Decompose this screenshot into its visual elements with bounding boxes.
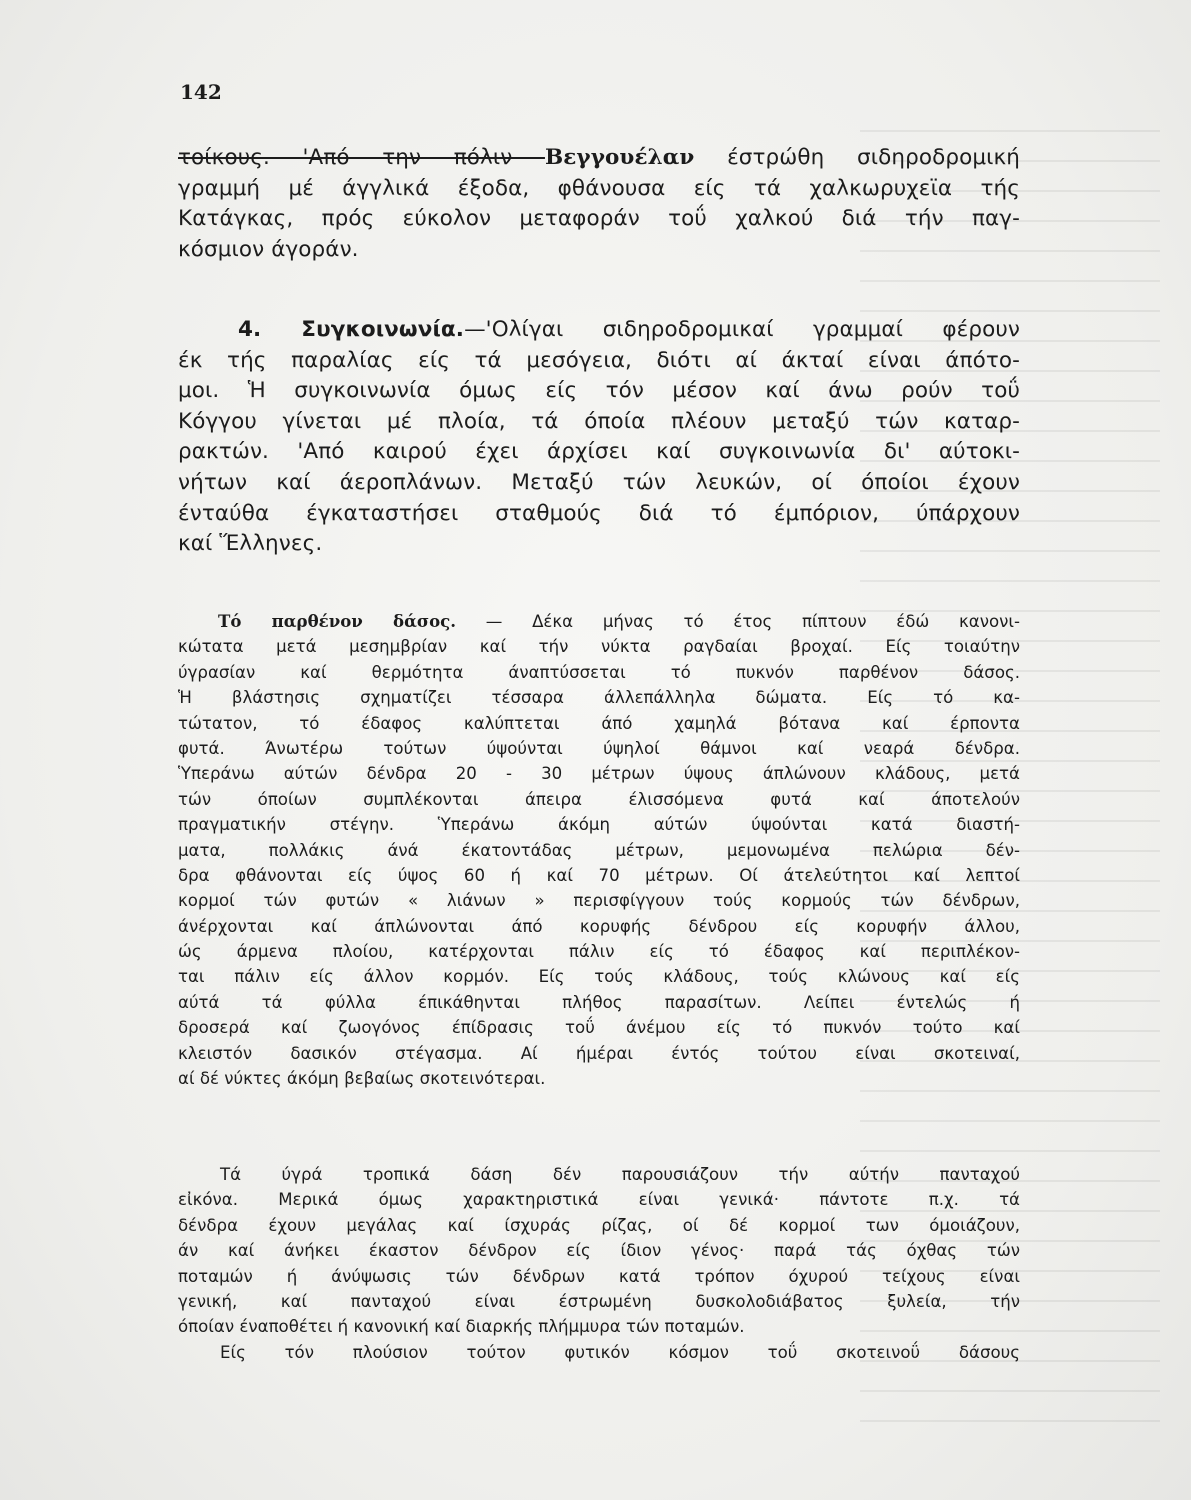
text-line: έκ τής παραλίας είς τά μεσόγεια, διότι αί άκταί είναι άπότο- bbox=[178, 347, 1020, 373]
text-line: κόσμιον άγοράν. bbox=[178, 236, 359, 262]
text-line: κορμοί τών φυτών « λιάνων » περισφίγγουν τούς κορμούς τών δένδρων, bbox=[178, 891, 1020, 911]
text-line: Ἡ βλάστησις σχηματίζει τέσσαρα άλλεπάλληλα δώματα. Είς τό κα- bbox=[178, 688, 1020, 708]
paragraph-communication bbox=[178, 315, 1020, 560]
text-line: ύγρασίαν καί θερμότητα άναπτύσσεται τό πυκνόν παρθένον δάσος. bbox=[178, 662, 1020, 682]
text-line: γενική, καί πανταχού είναι έστρωμένη δυσκολοδιάβατος ξυλεία, τήν bbox=[178, 1291, 1020, 1311]
place-name: Βεγγουέλαν bbox=[544, 145, 695, 170]
text-line: τώτατον, τό έδαφος καλύπτεται άπό χαμηλά βότανα καί έρποντα bbox=[178, 713, 1020, 733]
section-heading: Τό παρθένον δάσος. bbox=[218, 611, 457, 631]
text-line bbox=[178, 609, 1020, 634]
text-line: άνέρχονται καί άπλώνονται άπό κορυφής δένδρου είς κορυφήν άλλου, bbox=[178, 916, 1020, 936]
text-line: γραμμή μέ άγγλικά έξοδα, φθάνουσα είς τά χαλκωρυχεϊα τής bbox=[178, 175, 1020, 201]
text-line: άν καί άνήκει έκαστον δένδρον είς ίδιον γένος· παρά τάς όχθας τών bbox=[178, 1241, 1020, 1261]
page-number: 142 bbox=[180, 80, 222, 104]
line-part: τοίκους. 'Από την πόλιν bbox=[178, 145, 545, 170]
section-heading: 4. Συγκοινωνία. bbox=[238, 317, 465, 342]
text-line: δροσερά καί ζωογόνος έπίδρασις τοΰ άνέμου είς τό πυκνόν τούτο καί bbox=[178, 1018, 1020, 1038]
line-part: έστρώθη σιδηροδρομική bbox=[694, 145, 1020, 170]
paragraph-virgin-forest bbox=[178, 609, 1020, 1091]
text-line: ται πάλιν είς άλλον κορμόν. Είς τούς κλάδους, τούς κλώνους καί είς bbox=[178, 967, 1020, 987]
paragraph-railway bbox=[178, 143, 1020, 265]
text-line bbox=[178, 315, 1020, 346]
text-line: Ὑπεράνω αύτών δένδρα 20 - 30 μέτρων ύψους άπλώνουν κλάδους, μετά bbox=[178, 764, 1020, 784]
line-part: — Δέκα μήνας τό έτος πίπτουν έδώ κανονι- bbox=[456, 612, 1020, 631]
text-line: κώτατα μετά μεσημβρίαν καί τήν νύκτα ραγδαίαι βροχαί. Είς τοιαύτην bbox=[178, 637, 1020, 657]
text-line: Είς τόν πλούσιον τούτον φυτικόν κόσμον τοΰ σκοτεινοΰ δάσους bbox=[220, 1342, 1020, 1362]
text-line: εἰκόνα. Μερικά όμως χαρακτηριστικά είναι γενικά· πάντοτε π.χ. τά bbox=[178, 1190, 1020, 1210]
text-line: νήτων καί άεροπλάνων. Μεταξύ τών λευκών, οί όποίοι έχουν bbox=[178, 469, 1020, 495]
text-line: Τά ύγρά τροπικά δάση δέν παρουσιάζουν τήν αύτήν πανταχού bbox=[220, 1165, 1020, 1184]
text-line: ένταύθα έγκαταστήσει σταθμούς διά τό έμπόριον, ύπάρχουν bbox=[178, 500, 1020, 526]
text-line: όποίαν έναποθέτει ή κανονική καί διαρκής πλήμμυρα τών ποταμών. bbox=[178, 1317, 745, 1337]
text-line: αύτά τά φύλλα έπικάθηνται πλήθος παρασίτων. Λείπει έντελώς ή bbox=[178, 992, 1020, 1012]
text-line: κλειστόν δασικόν στέγασμα. Αί ήμέραι έντός τούτου είναι σκοτειναί, bbox=[178, 1043, 1020, 1063]
text-line: ματα, πολλάκις άνά έκατοντάδας μέτρων, μεμονωμένα πελώρια δέν- bbox=[178, 840, 1020, 860]
text-line: μοι. Ἡ συγκοινωνία όμως είς τόν μέσον καί άνω ρούν τοΰ bbox=[178, 378, 1020, 404]
text-line bbox=[178, 143, 1020, 174]
paragraph-tropical-forests bbox=[178, 1162, 1020, 1365]
text-line: ώς άρμενα πλοίου, κατέρχονται πάλιν είς τό έδαφος καί περιπλέκον- bbox=[178, 942, 1020, 962]
text-line: πραγματικήν στέγην. Ὑπεράνω άκόμη αύτών ύψούνται κατά διαστή- bbox=[178, 815, 1020, 835]
text-line: δένδρα έχουν μεγάλας καί ίσχυράς ρίζας, οί δέ κορμοί των όμοιάζουν, bbox=[178, 1215, 1020, 1235]
text-line: καί Ἕλληνες. bbox=[178, 531, 323, 557]
line-part: —'Ολίγαι σιδηροδρομικαί γραμμαί φέρουν bbox=[464, 317, 1020, 342]
text-line: φυτά. Άνωτέρω τούτων ύψούνται ύψηλοί θάμνοι καί νεαρά δένδρα. bbox=[178, 738, 1020, 758]
text-line: Κατάγκας, πρός εύκολον μεταφοράν τοΰ χαλκού διά τήν παγ- bbox=[178, 206, 1020, 232]
text-line: τών όποίων συμπλέκονται άπειρα έλισσόμενα φυτά καί άποτελούν bbox=[178, 789, 1020, 809]
text-line: ποταμών ή άνύψωσις τών δένδρων κατά τρόπον όχυρού τείχους είναι bbox=[178, 1266, 1020, 1286]
text-line: αί δέ νύκτες άκόμη βεβαίως σκοτεινότεραι. bbox=[178, 1069, 546, 1089]
text-line: Κόγγου γίνεται μέ πλοία, τά όποία πλέουν μεταξύ τών καταρ- bbox=[178, 408, 1020, 434]
text-line: ρακτών. 'Από καιρού έχει άρχίσει καί συγκοινωνία δι' αύτοκι- bbox=[178, 439, 1020, 465]
text-line: δρα φθάνονται είς ύψος 60 ή καί 70 μέτρων. Οί άτελεύτητοι καί λεπτοί bbox=[178, 865, 1020, 885]
